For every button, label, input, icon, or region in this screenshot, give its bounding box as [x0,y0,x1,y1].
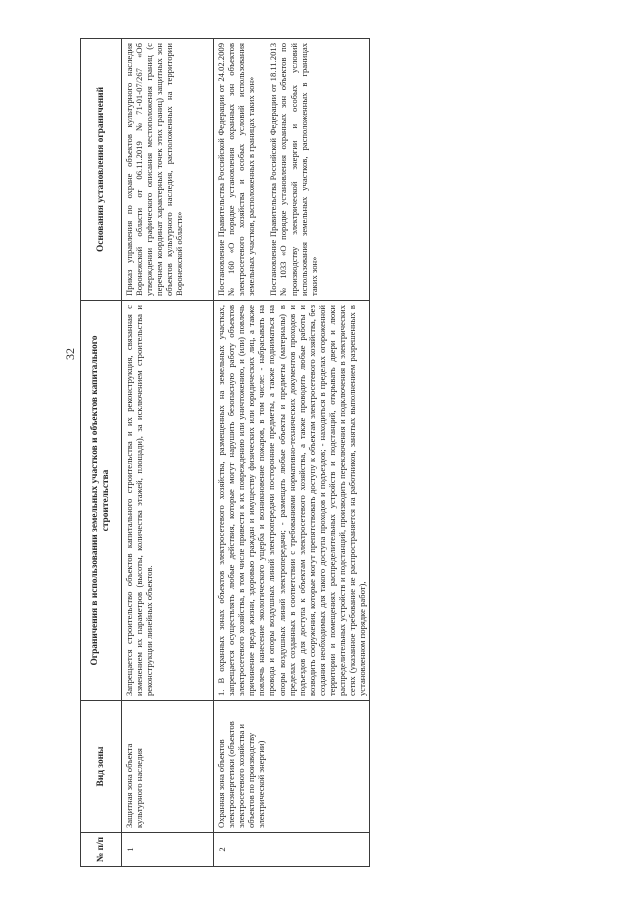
header-restrictions: Ограничения в использовании земельных участков и объектов капитального строительства [81,301,122,701]
table-header-row [81,39,122,867]
row-restrictions: Запрещается строительство объектов капитального строительства и их реконструкция, связанная с изменением их параметров (высоты, количества этажей, площади), за исключением строительства и реконструкции линейных объектов. [122,301,214,701]
row-restrictions: 1. В охранных зонах объектов электросетевого хозяйства, размещенных на земельных участках, запрещается осуществлять любые действия, которые могут нарушить безопасную работу объектов электросетевого хозяйства, в том числе привести к их повреждению или уничтожению, и (или) повлечь причинение вреда жизни, здоровью граждан и имуществу физических или юридических лиц, а также повлечь нанесение экологического ущерба и возникновение пожаров, в том числе: - набрасывать на провода и опоры воздушных линий электропередачи посторонние предметы, а также подниматься на опоры воздушных линий электропередачи; - размещать любые объекты и предметы (материалы) в пределах созданных в соответствии с требованиями нормативно-технических документов проходов и подъездов для доступа к объектам электросетевого хозяйства, а также проводить любые работы и возводить сооружения, которые могут препятствовать доступу к объектам электросетевого хозяйства, без создания необходимых для такого доступа проходов и подъездов; - находиться в пределах огороженной территории и помещениях распределительных устройств и подстанций, открывать двери и люки распределительных устройств и подстанций, производить переключения и подключения в электрических сетях (указанное требование не распространяется на работников, занятых выполнением разрешенных в установленном порядке работ), [214,301,370,701]
table-row [122,39,214,867]
header-num: № п/п [81,833,122,867]
basis-document: Приказ управления по охране объектов культурного наследия Воронежской области от 06.11.2019 №71-01-07/267 «Об утверждении графического описания местоположения границ (с перечнем координат характерных точек этих границ) защитных зон объектов культурного наследия, расположенных на территории Воронежской области» [124,43,185,296]
header-zone-type: Вид зоны [81,701,122,833]
row-zone-type: Защитная зона объекта культурного наследия [122,701,214,833]
rotated-table-sheet [80,39,560,867]
row-basis [214,39,370,301]
row-zone-type: Охранная зона объектов электроэнергетики (объектов электросетевого хозяйства и объектов по производству электрической энергии) [214,701,370,833]
row-basis [122,39,214,301]
page-number: 32 [63,348,77,360]
zones-table [80,38,370,867]
row-num: 1 [122,833,214,867]
header-basis: Основания установления ограничений [81,39,122,301]
row-num: 2 [214,833,370,867]
basis-document: Постановление Правительства Российской Федерации от 24.02.2009 № 160 «О порядке установления охранных зон объектов электросетевого хозяйства и особых условий использования земельных участков, расположенных в границах таких зон» [216,43,257,296]
table-row [214,39,370,867]
basis-document: Постановление Правительства Российской Федерации от 18.11.2013 № 1033 «О порядке установления охранных зон объектов по производству электрической энергии и особых условий использования земельных участков, расположенных в границах таких зон» [268,43,319,296]
